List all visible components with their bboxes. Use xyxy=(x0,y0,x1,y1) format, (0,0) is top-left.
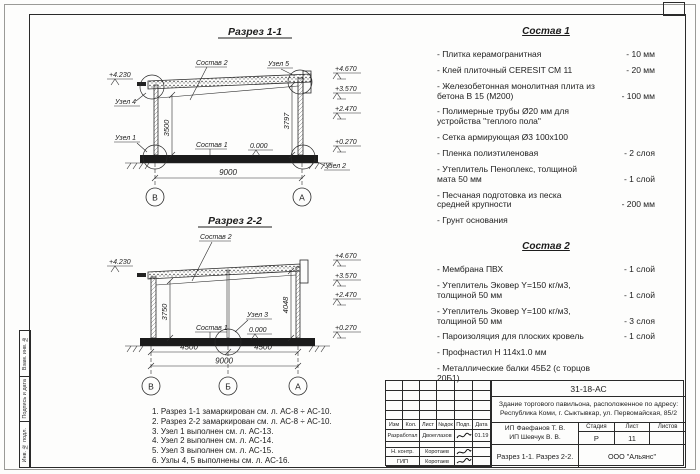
clients-box xyxy=(491,423,579,445)
signature-cell xyxy=(455,430,473,442)
svg-text:+4.670: +4.670 xyxy=(335,253,357,260)
col-data: Дата xyxy=(473,420,491,430)
svg-text:0.000: 0.000 xyxy=(249,327,267,334)
note-line: 5. Узел 3 выполнен см. л. АС-15. xyxy=(152,446,274,456)
document-number: 31-18-АС xyxy=(491,381,685,397)
signature-cell xyxy=(455,457,473,467)
svg-text:В: В xyxy=(148,381,154,392)
svg-text:Узел 1: Узел 1 xyxy=(115,135,137,142)
svg-text:Узел 5: Узел 5 xyxy=(268,61,290,68)
list-item: - Утеплитель Эковер Y=150 кг/м3, толщиной 50 мм - 1 слой xyxy=(437,280,655,300)
list-item: - Металлические балки 45Б2 (с торцов 20Б1) xyxy=(437,363,590,384)
col-ndok: №док xyxy=(437,420,455,430)
signature-mark xyxy=(456,432,472,440)
list-item: - Грунт основания xyxy=(437,215,508,226)
frame-cell-vzam: Взам. инв. № xyxy=(20,331,30,377)
list-item: - Песчаная подготовка из песка средней крупности - 200 мм xyxy=(437,189,655,210)
svg-text:4500: 4500 xyxy=(180,342,198,352)
section-title xyxy=(218,26,292,38)
svg-text:Состав 2: Состав 2 xyxy=(200,234,232,241)
list-item: - Утеплитель Пеноплекс, толщиной мата 50 мм - 1 слой xyxy=(437,163,655,184)
col-list: Лист xyxy=(420,420,437,430)
svg-text:4500: 4500 xyxy=(254,342,272,352)
elevation-marks xyxy=(107,253,361,340)
list-item: - Полимерные трубы Ø20 мм для устройства "теплого пола" xyxy=(437,106,569,127)
svg-text:Б: Б xyxy=(225,381,231,392)
note-line: 4. Узел 2 выполнен см. л. АС-14. xyxy=(152,436,274,446)
svg-text:0.000: 0.000 xyxy=(250,143,268,150)
role-developer: Разработал xyxy=(386,430,420,442)
svg-text:Разрез 1-1: Разрез 1-1 xyxy=(228,26,282,38)
company-name: ООО "Альянс" xyxy=(607,451,657,461)
list-item: - Железобетонная монолитная плита из бетона В 15 (М200) - 100 мм xyxy=(437,80,655,101)
list-item: - Плитка керамогранитная - 10 мм xyxy=(437,49,655,59)
building-outline xyxy=(125,71,333,169)
svg-text:+2.470: +2.470 xyxy=(335,292,357,299)
svg-text:Узел 4: Узел 4 xyxy=(115,99,137,106)
svg-text:3797: 3797 xyxy=(282,112,291,130)
note-line: 6. Узлы 4, 5 выполнены см. л. АС-16. xyxy=(152,456,290,466)
sheet-subtitle: Разрез 1-1. Разрез 2-2. xyxy=(491,445,579,467)
leader-labels xyxy=(192,234,272,338)
name-developer: Двоеглазов xyxy=(420,430,455,442)
role-gip: ГИП xyxy=(386,457,420,467)
svg-text:Состав 1: Состав 1 xyxy=(196,325,228,332)
composition-lists xyxy=(437,26,655,390)
role-ncontrol: Н. контр. xyxy=(386,448,420,457)
note-line: 2. Разрез 2-2 замаркирован см. л. АС-8 ÷ АС-10. xyxy=(152,416,332,426)
svg-text:Состав 1: Состав 1 xyxy=(196,142,228,149)
title-block xyxy=(385,380,684,466)
note-line: 3. Узел 1 выполнен см. л. АС-13. xyxy=(152,426,274,436)
sostav1-title: Состав 1 xyxy=(522,26,570,37)
corner-stamp-box xyxy=(663,2,685,16)
list-item: - Мембрана ПВХ - 1 слой xyxy=(437,264,655,275)
svg-text:3500: 3500 xyxy=(162,119,171,137)
client-1: ИП Фаефанов Т. В. xyxy=(504,424,566,432)
col-kol: Кол. xyxy=(403,420,420,430)
svg-text:3750: 3750 xyxy=(160,303,169,321)
sostav2-title: Состав 2 xyxy=(522,241,570,253)
frame-cell-podpis: Подпись и дата xyxy=(20,377,30,423)
list-item: - Сетка армирующая Ø3 100х100 xyxy=(437,132,568,143)
name-ncontrol: Коротаев xyxy=(420,448,455,457)
notes-list xyxy=(152,407,332,466)
col-izm: Изм xyxy=(386,420,403,430)
sheets-value xyxy=(650,432,685,444)
svg-text:+4.230: +4.230 xyxy=(109,72,131,79)
sheets-label: Листов xyxy=(650,423,685,432)
svg-text:А: А xyxy=(295,381,301,392)
svg-text:А: А xyxy=(299,192,305,203)
section-title xyxy=(198,215,272,227)
title-block-revision-grid xyxy=(386,381,491,467)
svg-text:4048: 4048 xyxy=(281,296,290,314)
sheet-label: Лист xyxy=(615,423,651,432)
svg-text:+4.230: +4.230 xyxy=(109,259,131,266)
signature-cell xyxy=(455,448,473,457)
svg-text:9000: 9000 xyxy=(215,356,233,366)
frame-cell-inv: Инв. № подл. xyxy=(22,427,28,462)
svg-text:Узел 2: Узел 2 xyxy=(325,163,347,170)
list-item: - Утеплитель Эковер Y=100 кг/м3, толщиной 50 мм - 3 слоя xyxy=(437,305,655,326)
svg-text:Разрез 2-2: Разрез 2-2 xyxy=(208,215,262,227)
svg-text:+2.470: +2.470 xyxy=(335,106,357,113)
col-podp: Подп. xyxy=(455,420,473,430)
svg-text:В: В xyxy=(152,192,158,203)
stage-table xyxy=(579,423,685,445)
axis-bubbles xyxy=(146,188,311,206)
sheet-value: 11 xyxy=(615,432,651,444)
svg-text:+3.570: +3.570 xyxy=(335,273,357,280)
client-2: ИП Шевчук В. В. xyxy=(509,433,561,441)
svg-text:+0.270: +0.270 xyxy=(335,325,357,332)
date-developer: 01.19 xyxy=(473,430,491,442)
left-frame-columns xyxy=(19,330,31,468)
stage-label: Стадия xyxy=(579,423,615,432)
list-item: - Профнастил Н 114х1.0 мм xyxy=(437,347,547,358)
name-gip: Коротаев xyxy=(420,457,455,467)
stage-value: Р xyxy=(579,432,615,444)
signature-mark xyxy=(456,458,472,465)
section-1-1-drawing xyxy=(85,24,395,216)
axis-bubbles xyxy=(142,377,307,395)
note-line: 1. Разрез 1-1 замаркирован см. л. АС-8 ÷ АС-10. xyxy=(152,407,332,416)
svg-text:+3.570: +3.570 xyxy=(335,86,357,93)
svg-text:9000: 9000 xyxy=(219,168,237,177)
ground-hatch xyxy=(127,346,325,352)
list-item: - Пленка полиэтиленовая - 2 слоя xyxy=(437,148,655,159)
list-item: - Пароизоляция для плоских кровель - 1 слой xyxy=(437,331,655,342)
svg-text:+0.270: +0.270 xyxy=(335,139,357,146)
building-outline xyxy=(125,260,330,355)
signature-mark xyxy=(456,449,472,456)
section-2-2-drawing xyxy=(85,213,395,405)
list-item: - Клей плиточный CERESIT СМ 11 - 20 мм xyxy=(437,64,655,75)
svg-text:Состав 2: Состав 2 xyxy=(196,60,228,67)
project-description: Здание торгового павильона, расположенное по адресу: Республика Коми, г. Сыктывкар, ул. Первомайская, 85/2 xyxy=(491,397,685,423)
svg-text:Узел 3: Узел 3 xyxy=(247,312,269,319)
svg-text:+4.670: +4.670 xyxy=(335,66,357,73)
